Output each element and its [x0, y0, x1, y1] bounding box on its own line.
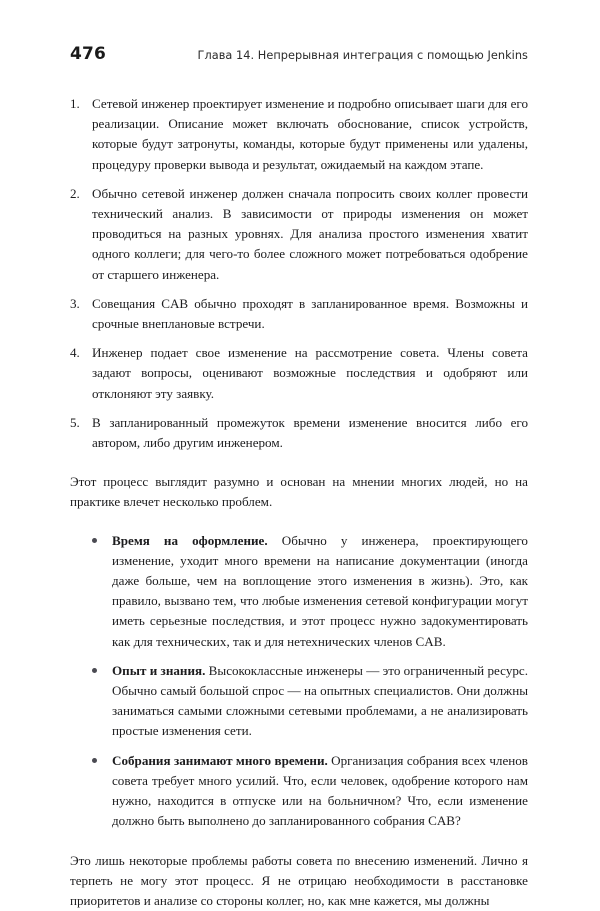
list-marker: 1.	[70, 94, 88, 114]
list-item	[70, 184, 528, 285]
chapter-title: Глава 14. Непрерывная интеграция с помощью Jenkins	[198, 49, 528, 62]
bullet-item-text: Высококлассные инженеры — это ограниченный ресурс. Обычно самый большой спрос — на опытных специалистов. Они должны заниматься самыми сложными сетевыми проблемами, а не анализировать простые изменения сети.	[112, 663, 528, 739]
list-marker: 4.	[70, 343, 88, 363]
list-item	[70, 94, 528, 175]
bullet-item-text: Организация собрания всех членов совета требует много усилий. Что, если человек, одобрение которого нам нужно, находится в отпуске или на больничном? Что, если изменение должно быть выполнено до запланированного собрания CAB?	[112, 753, 528, 829]
text-column	[70, 94, 528, 911]
paragraph-after-list: Этот процесс выглядит разумно и основан на мнении многих людей, но на практике влечет несколько проблем.	[70, 472, 528, 512]
list-marker: 3.	[70, 294, 88, 314]
numbered-list	[70, 94, 528, 453]
bullet-dot-icon	[92, 538, 97, 543]
list-item	[70, 413, 528, 453]
list-item	[70, 343, 528, 404]
paragraph-final: Это лишь некоторые проблемы работы совета по внесению изменений. Лично я терпеть не могу этот процесс. Я не отрицаю необходимости в расстановке приоритетов и анализе со стороны коллег, но, как мне кажется, мы должны	[70, 851, 528, 911]
list-marker: 5.	[70, 413, 88, 433]
list-item-text: В запланированный промежуток времени изменение вносится либо его автором, либо другим инженером.	[92, 415, 528, 450]
list-item-text: Сетевой инженер проектирует изменение и подробно описывает шаги для его реализации. Описание может включать обоснование, список устройств, которые будут затронуты, команды, которые будут применены или удалены, процедуру проверки вывода и результат, ожидаемый на каждом этапе.	[92, 96, 528, 172]
page-number: 476	[70, 44, 106, 64]
list-item	[90, 751, 528, 832]
bullet-item-text: Обычно у инженера, проектирующего изменение, уходит много времени на написание документации (иногда даже больше, чем на воплощение этого изменения в жизнь). Это, как правило, вызвано тем, что любые изменения сетевой конфигурации могут иметь серьезные последствия, и этот процесс нужно задокументировать как для технических, так и для нетехнических членов CAB.	[112, 533, 528, 649]
bullet-dot-icon	[92, 668, 97, 673]
bullet-dot-icon	[92, 758, 97, 763]
list-item-text: Инженер подает свое изменение на рассмотрение совета. Члены совета задают вопросы, оценивают возможные последствия и одобряют или отклоняют эту заявку.	[92, 345, 528, 400]
list-item-text: Совещания CAB обычно проходят в запланированное время. Возможны и срочные внеплановые встречи.	[92, 296, 528, 331]
bullet-lead-in: Опыт и знания.	[112, 663, 205, 678]
list-item-text: Обычно сетевой инженер должен сначала попросить своих коллег провести технический анализ. В зависимости от природы изменения он может проводиться на разных уровнях. Для анализа простого изменения хватит одного коллеги; для чего-то более сложного может потребоваться одобрение от старшего инженера.	[92, 186, 528, 282]
list-item	[70, 294, 528, 334]
list-marker: 2.	[70, 184, 88, 204]
bullet-lead-in: Собрания занимают много времени.	[112, 753, 328, 768]
list-item	[90, 661, 528, 742]
bulleted-list	[70, 531, 528, 832]
list-item	[90, 531, 528, 652]
bullet-lead-in: Время на оформление.	[112, 533, 268, 548]
running-head	[70, 44, 528, 68]
